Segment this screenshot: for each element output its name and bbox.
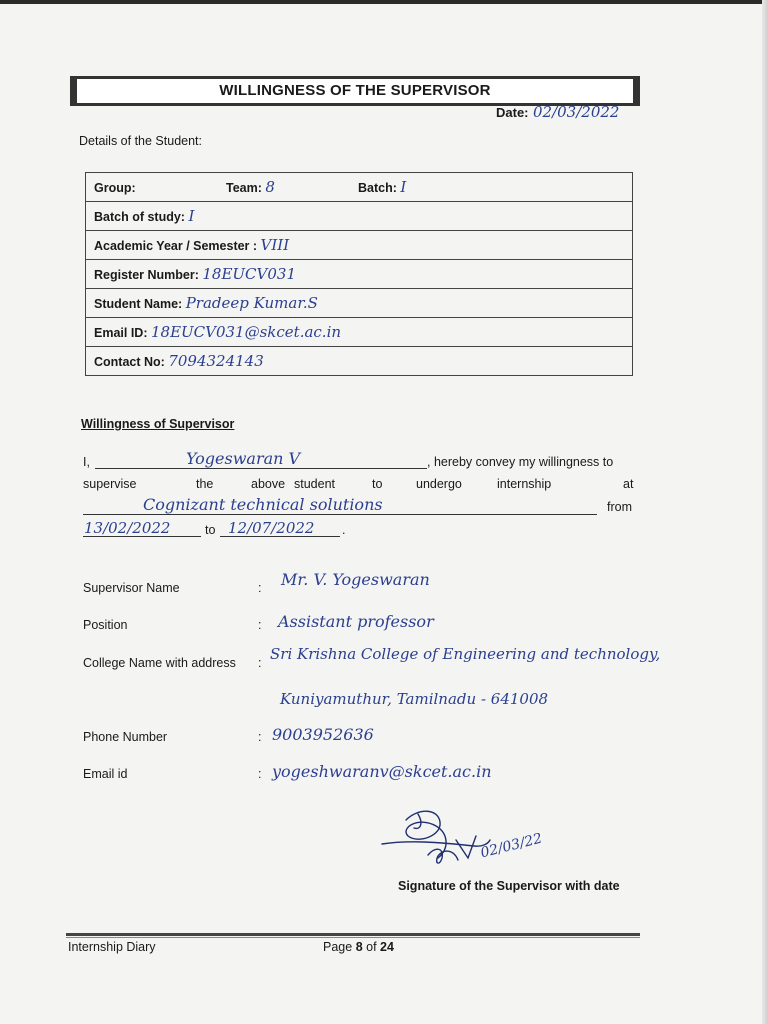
date-value: 02/03/2022 bbox=[533, 103, 620, 121]
colon: : bbox=[258, 767, 262, 781]
footer-rule bbox=[66, 933, 640, 936]
period: . bbox=[342, 523, 346, 537]
batch-of-study-value: I bbox=[188, 207, 195, 225]
contact-label: Contact No: bbox=[94, 355, 165, 369]
title-bar bbox=[70, 76, 640, 106]
word-the: the bbox=[196, 477, 214, 491]
team-label: Team: bbox=[226, 181, 262, 195]
register-number-cell bbox=[86, 260, 633, 289]
academic-year-label: Academic Year / Semester : bbox=[94, 239, 258, 253]
signature-caption: Signature of the Supervisor with date bbox=[398, 879, 620, 893]
academic-year-value: VIII bbox=[260, 236, 290, 254]
supervisor-written-name: Yogeswaran V bbox=[186, 449, 301, 468]
i-text: I, bbox=[83, 455, 90, 469]
register-number-label: Register Number: bbox=[94, 268, 199, 282]
word-to: to bbox=[372, 477, 383, 491]
group-field bbox=[94, 178, 226, 196]
student-details-label: Details of the Student: bbox=[79, 134, 202, 148]
word-undergo: undergo bbox=[416, 477, 462, 491]
word-above: above bbox=[251, 477, 286, 491]
to-date: 12/07/2022 bbox=[228, 519, 315, 537]
student-name-cell bbox=[86, 289, 633, 318]
page-current: 8 bbox=[355, 940, 363, 954]
from-date: 13/02/2022 bbox=[84, 519, 171, 537]
group-label: Group: bbox=[94, 181, 136, 195]
footer-rule-thin bbox=[66, 937, 640, 938]
signature-date: 02/03/22 bbox=[478, 830, 544, 862]
page-prefix: Page bbox=[323, 940, 353, 954]
willingness-heading: Willingness of Supervisor bbox=[81, 417, 235, 431]
to-text: to bbox=[205, 523, 216, 537]
signature-stroke bbox=[414, 814, 421, 828]
student-name-label: Student Name: bbox=[94, 297, 183, 311]
colon: : bbox=[258, 656, 262, 670]
supervisor-name-underline bbox=[95, 468, 427, 469]
table-row bbox=[86, 260, 633, 289]
email-id-label: Email id bbox=[83, 767, 128, 781]
page-top-edge bbox=[0, 0, 768, 4]
page-of: of bbox=[366, 940, 377, 954]
position-value: Assistant professor bbox=[278, 612, 434, 631]
contact-value: 7094324143 bbox=[168, 352, 264, 370]
team-value: 8 bbox=[265, 178, 275, 196]
page-title: WILLINGNESS OF THE SUPERVISOR bbox=[219, 82, 491, 99]
page-total: 24 bbox=[380, 940, 394, 954]
college-value-line1: Sri Krishna College of Engineering and technology, bbox=[270, 645, 661, 663]
batch-of-study-cell bbox=[86, 202, 633, 231]
position-label: Position bbox=[83, 618, 128, 632]
signature-stroke bbox=[406, 811, 446, 858]
signature-stroke bbox=[456, 836, 476, 858]
date-label: Date: bbox=[496, 105, 529, 120]
contact-cell bbox=[86, 347, 633, 376]
phone-value: 9003952636 bbox=[272, 725, 374, 744]
signature-stroke bbox=[428, 849, 458, 863]
college-value-line2: Kuniyamuthur, Tamilnadu - 641008 bbox=[280, 690, 549, 708]
table-row bbox=[86, 289, 633, 318]
email-cell bbox=[86, 318, 633, 347]
company-underline bbox=[83, 514, 597, 515]
group-team-batch-cell bbox=[86, 173, 633, 202]
supervisor-name-label: Supervisor Name bbox=[83, 581, 180, 595]
table-row bbox=[86, 347, 633, 376]
academic-year-cell bbox=[86, 231, 633, 260]
word-at: at bbox=[623, 477, 634, 491]
table-row bbox=[86, 318, 633, 347]
table-row bbox=[86, 202, 633, 231]
email-label: Email ID: bbox=[94, 326, 148, 340]
table-row bbox=[86, 173, 633, 202]
batch-value: I bbox=[400, 178, 407, 196]
register-number-value: 18EUCV031 bbox=[202, 265, 296, 283]
phone-label: Phone Number bbox=[83, 730, 168, 744]
student-details-table bbox=[85, 172, 633, 376]
word-student: student bbox=[294, 477, 336, 491]
page-number bbox=[323, 940, 394, 954]
hereby-text: , hereby convey my willingness to bbox=[427, 455, 614, 469]
email-id-value: yogeshwaranv@skcet.ac.in bbox=[272, 762, 492, 781]
page-right-edge bbox=[762, 0, 768, 1024]
company-written: Cognizant technical solutions bbox=[143, 495, 383, 514]
supervisor-signature bbox=[378, 800, 578, 875]
college-label: College Name with address bbox=[83, 656, 236, 670]
footer-diary-label: Internship Diary bbox=[68, 940, 156, 954]
batch-of-study-label: Batch of study: bbox=[94, 210, 185, 224]
batch-field bbox=[358, 178, 406, 196]
table-row bbox=[86, 231, 633, 260]
batch-label: Batch: bbox=[358, 181, 397, 195]
colon: : bbox=[258, 581, 262, 595]
student-name-value: Pradeep Kumar.S bbox=[185, 294, 318, 312]
word-supervise: supervise bbox=[83, 477, 137, 491]
colon: : bbox=[258, 618, 262, 632]
team-field bbox=[226, 178, 358, 196]
word-internship: internship bbox=[497, 477, 552, 491]
colon: : bbox=[258, 730, 262, 744]
from-text: from bbox=[607, 500, 632, 514]
email-value: 18EUCV031@skcet.ac.in bbox=[150, 323, 342, 341]
supervisor-name-value: Mr. V. Yogeswaran bbox=[281, 570, 430, 589]
